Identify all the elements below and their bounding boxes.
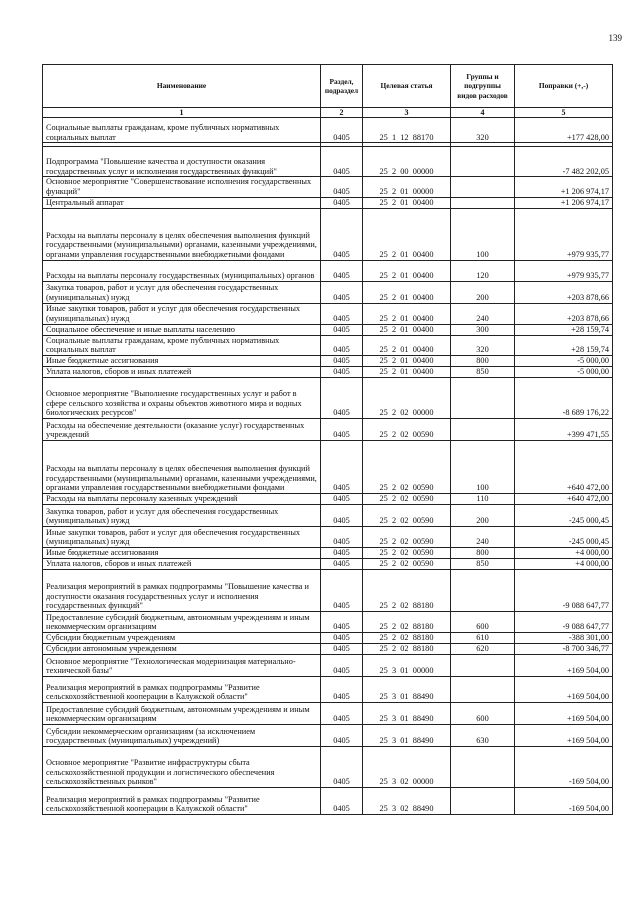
row-name-cell: Расходы на выплаты персоналу в целях обеспечения выполнения функций государственными (муниципальными) органами, казенными учреждениями, органами управления государственными внебюджетными фондами — [43, 441, 321, 494]
row-amount-cell: +203 878,66 — [515, 281, 613, 303]
row-name-cell: Уплата налогов, сборов и иных платежей — [43, 559, 321, 570]
table-row — [43, 527, 613, 548]
row-group-cell: 100 — [451, 208, 515, 260]
row-amount-cell: +1 206 974,17 — [515, 197, 613, 208]
row-section-cell: 0405 — [321, 703, 363, 725]
row-amount-cell: +28 159,74 — [515, 335, 613, 355]
row-section-cell: 0405 — [321, 612, 363, 633]
row-target-cell: 25 3 01 88490 — [363, 677, 451, 703]
header-groups: Группы и подгруппы видов расходов — [451, 65, 515, 108]
column-number: 2 — [321, 108, 363, 118]
row-group-cell — [451, 788, 515, 815]
row-group-cell: 800 — [451, 548, 515, 559]
row-group-cell: 620 — [451, 644, 515, 655]
row-group-cell: 320 — [451, 335, 515, 355]
row-target-cell: 25 2 00 00000 — [363, 147, 451, 177]
row-amount-cell: +979 935,77 — [515, 208, 613, 260]
row-amount-cell: -5 000,00 — [515, 356, 613, 367]
row-section-cell: 0405 — [321, 494, 363, 505]
row-amount-cell: -169 504,00 — [515, 747, 613, 788]
row-group-cell — [451, 197, 515, 208]
table-row — [43, 378, 613, 419]
row-group-cell: 120 — [451, 260, 515, 281]
row-amount-cell: -9 088 647,77 — [515, 570, 613, 612]
row-name-cell: Субсидии бюджетным учреждениям — [43, 633, 321, 644]
row-group-cell: 610 — [451, 633, 515, 644]
table-row — [43, 303, 613, 324]
row-name-cell: Предоставление субсидий бюджетным, автономным учреждениям и иным некоммерческим организациям — [43, 703, 321, 725]
row-section-cell: 0405 — [321, 527, 363, 548]
row-group-cell: 200 — [451, 505, 515, 527]
row-target-cell: 25 2 02 00590 — [363, 548, 451, 559]
row-amount-cell: +28 159,74 — [515, 324, 613, 335]
row-section-cell: 0405 — [321, 633, 363, 644]
table-row — [43, 208, 613, 260]
row-group-cell — [451, 147, 515, 177]
table-row — [43, 548, 613, 559]
row-amount-cell: +177 428,00 — [515, 118, 613, 143]
row-group-cell — [451, 747, 515, 788]
table-row — [43, 419, 613, 441]
row-name-cell: Расходы на выплаты персоналу государственных (муниципальных) органов — [43, 260, 321, 281]
row-group-cell: 240 — [451, 527, 515, 548]
row-name-cell: Расходы на выплаты персоналу казенных учреждений — [43, 494, 321, 505]
row-name-cell: Иные бюджетные ассигнования — [43, 356, 321, 367]
row-name-cell: Субсидии автономным учреждениям — [43, 644, 321, 655]
row-group-cell: 110 — [451, 494, 515, 505]
row-name-cell: Социальные выплаты гражданам, кроме публичных нормативных социальных выплат — [43, 335, 321, 355]
row-group-cell — [451, 419, 515, 441]
row-group-cell: 320 — [451, 118, 515, 143]
table-row — [43, 655, 613, 677]
row-amount-cell: +169 504,00 — [515, 655, 613, 677]
row-amount-cell: +169 504,00 — [515, 725, 613, 747]
table-row — [43, 441, 613, 494]
row-group-cell — [451, 378, 515, 419]
row-amount-cell: -8 700 346,77 — [515, 644, 613, 655]
row-section-cell: 0405 — [321, 335, 363, 355]
table-row — [43, 703, 613, 725]
row-target-cell: 25 2 02 88180 — [363, 612, 451, 633]
row-section-cell: 0405 — [321, 505, 363, 527]
column-number-row — [43, 108, 613, 118]
table-row — [43, 324, 613, 335]
row-section-cell: 0405 — [321, 788, 363, 815]
row-section-cell: 0405 — [321, 356, 363, 367]
row-group-cell: 200 — [451, 281, 515, 303]
table-row — [43, 725, 613, 747]
row-section-cell: 0405 — [321, 260, 363, 281]
row-name-cell: Основное мероприятие "Совершенствование исполнения государственных функций" — [43, 177, 321, 197]
row-name-cell: Основное мероприятие "Выполнение государственных услуг и работ в сфере сельского хозяйства и охраны объектов животного мира и водных биологических ресурсов" — [43, 378, 321, 419]
table-row — [43, 494, 613, 505]
row-section-cell: 0405 — [321, 378, 363, 419]
row-section-cell: 0405 — [321, 208, 363, 260]
row-section-cell: 0405 — [321, 725, 363, 747]
row-amount-cell: -245 000,45 — [515, 505, 613, 527]
row-amount-cell: -9 088 647,77 — [515, 612, 613, 633]
row-group-cell: 100 — [451, 441, 515, 494]
row-section-cell: 0405 — [321, 197, 363, 208]
table-row — [43, 788, 613, 815]
row-name-cell: Реализация мероприятий в рамках подпрограммы "Повышение качества и доступности оказания государственных услуг и исполнения государственных функций" — [43, 570, 321, 612]
row-name-cell: Расходы на выплаты персоналу в целях обеспечения выполнения функций государственными (муниципальными) органами, казенными учреждениями, органами управления государственными внебюджетными фондами — [43, 208, 321, 260]
row-name-cell: Подпрограмма "Повышение качества и доступности оказания государственных услуг и исполнения государственных функций" — [43, 147, 321, 177]
row-group-cell: 240 — [451, 303, 515, 324]
row-target-cell: 25 3 01 88490 — [363, 725, 451, 747]
row-target-cell: 25 2 01 00400 — [363, 303, 451, 324]
row-name-cell: Центральный аппарат — [43, 197, 321, 208]
row-amount-cell: -245 000,45 — [515, 527, 613, 548]
row-section-cell: 0405 — [321, 281, 363, 303]
table-body — [43, 118, 613, 815]
table-row — [43, 677, 613, 703]
row-target-cell: 25 3 01 00000 — [363, 655, 451, 677]
row-target-cell: 25 2 01 00400 — [363, 208, 451, 260]
row-target-cell: 25 1 12 88170 — [363, 118, 451, 143]
row-name-cell: Закупка товаров, работ и услуг для обеспечения государственных (муниципальных) нужд — [43, 281, 321, 303]
row-name-cell: Иные бюджетные ассигнования — [43, 548, 321, 559]
row-amount-cell: +979 935,77 — [515, 260, 613, 281]
row-target-cell: 25 2 01 00400 — [363, 260, 451, 281]
row-name-cell: Расходы на обеспечение деятельности (оказание услуг) государственных учреждений — [43, 419, 321, 441]
row-name-cell: Социальное обеспечение и иные выплаты населению — [43, 324, 321, 335]
table-row — [43, 147, 613, 177]
row-target-cell: 25 2 02 00590 — [363, 559, 451, 570]
row-name-cell: Иные закупки товаров, работ и услуг для обеспечения государственных (муниципальных) нужд — [43, 527, 321, 548]
row-target-cell: 25 3 01 88490 — [363, 703, 451, 725]
row-target-cell: 25 2 01 00000 — [363, 177, 451, 197]
row-target-cell: 25 2 01 00400 — [363, 367, 451, 378]
row-target-cell: 25 2 02 00590 — [363, 494, 451, 505]
table-row — [43, 644, 613, 655]
row-group-cell: 600 — [451, 703, 515, 725]
row-target-cell: 25 3 02 00000 — [363, 747, 451, 788]
row-target-cell: 25 3 02 88490 — [363, 788, 451, 815]
row-name-cell: Уплата налогов, сборов и иных платежей — [43, 367, 321, 378]
table-row — [43, 633, 613, 644]
row-section-cell: 0405 — [321, 570, 363, 612]
row-target-cell: 25 2 01 00400 — [363, 197, 451, 208]
row-section-cell: 0405 — [321, 419, 363, 441]
header-amendments: Поправки (+,-) — [515, 65, 613, 108]
row-section-cell: 0405 — [321, 548, 363, 559]
header-name: Наименование — [43, 65, 321, 108]
row-amount-cell: +169 504,00 — [515, 703, 613, 725]
row-name-cell: Предоставление субсидий бюджетным, автономным учреждениям и иным некоммерческим организациям — [43, 612, 321, 633]
row-section-cell: 0405 — [321, 644, 363, 655]
row-amount-cell: -388 301,00 — [515, 633, 613, 644]
row-group-cell: 850 — [451, 367, 515, 378]
row-target-cell: 25 2 02 88180 — [363, 644, 451, 655]
column-number: 1 — [43, 108, 321, 118]
table-row — [43, 335, 613, 355]
budget-amendments-table — [42, 64, 613, 815]
row-group-cell — [451, 570, 515, 612]
row-name-cell: Закупка товаров, работ и услуг для обеспечения государственных (муниципальных) нужд — [43, 505, 321, 527]
row-name-cell: Иные закупки товаров, работ и услуг для обеспечения государственных (муниципальных) нужд — [43, 303, 321, 324]
table-row — [43, 367, 613, 378]
row-section-cell: 0405 — [321, 147, 363, 177]
row-group-cell — [451, 177, 515, 197]
row-amount-cell: +4 000,00 — [515, 548, 613, 559]
row-target-cell: 25 2 02 88180 — [363, 633, 451, 644]
table-row — [43, 505, 613, 527]
row-group-cell: 850 — [451, 559, 515, 570]
row-group-cell: 300 — [451, 324, 515, 335]
row-name-cell: Социальные выплаты гражданам, кроме публичных нормативных социальных выплат — [43, 118, 321, 143]
row-name-cell: Реализация мероприятий в рамках подпрограммы "Развитие сельскохозяйственной кооперации в Калужской области" — [43, 788, 321, 815]
header-section: Раздел, подраздел — [321, 65, 363, 108]
row-amount-cell: +169 504,00 — [515, 677, 613, 703]
table-row — [43, 281, 613, 303]
row-section-cell: 0405 — [321, 303, 363, 324]
row-target-cell: 25 2 02 00590 — [363, 527, 451, 548]
row-amount-cell: +4 000,00 — [515, 559, 613, 570]
row-amount-cell: +640 472,00 — [515, 494, 613, 505]
row-name-cell: Основное мероприятие "Развитие инфраструктуры сбыта сельскохозяйственной продукции и логистического обеспечения сельскохозяйственных рынков" — [43, 747, 321, 788]
row-group-cell: 800 — [451, 356, 515, 367]
column-number: 3 — [363, 108, 451, 118]
row-amount-cell: -8 689 176,22 — [515, 378, 613, 419]
row-target-cell: 25 2 01 00400 — [363, 356, 451, 367]
row-name-cell: Реализация мероприятий в рамках подпрограммы "Развитие сельскохозяйственной кооперации в Калужской области" — [43, 677, 321, 703]
row-amount-cell: -7 482 202,05 — [515, 147, 613, 177]
table-row — [43, 612, 613, 633]
row-amount-cell: -169 504,00 — [515, 788, 613, 815]
row-target-cell: 25 2 02 00590 — [363, 441, 451, 494]
row-group-cell — [451, 655, 515, 677]
row-amount-cell: +640 472,00 — [515, 441, 613, 494]
row-target-cell: 25 2 02 00000 — [363, 378, 451, 419]
column-number: 4 — [451, 108, 515, 118]
table-row — [43, 177, 613, 197]
row-section-cell: 0405 — [321, 324, 363, 335]
table-row — [43, 570, 613, 612]
row-target-cell: 25 2 02 00590 — [363, 419, 451, 441]
page-number: 139 — [608, 33, 622, 43]
row-section-cell: 0405 — [321, 655, 363, 677]
table-row — [43, 118, 613, 143]
table-header-row — [43, 65, 613, 108]
row-group-cell — [451, 677, 515, 703]
table-row — [43, 356, 613, 367]
row-target-cell: 25 2 01 00400 — [363, 335, 451, 355]
table-row — [43, 559, 613, 570]
row-group-cell: 600 — [451, 612, 515, 633]
row-target-cell: 25 2 02 00590 — [363, 505, 451, 527]
row-section-cell: 0405 — [321, 559, 363, 570]
row-name-cell: Основное мероприятие "Технологическая модернизация материально-технической базы" — [43, 655, 321, 677]
row-target-cell: 25 2 01 00400 — [363, 281, 451, 303]
table-row — [43, 747, 613, 788]
row-section-cell: 0405 — [321, 677, 363, 703]
row-section-cell: 0405 — [321, 747, 363, 788]
row-amount-cell: +1 206 974,17 — [515, 177, 613, 197]
row-target-cell: 25 2 02 88180 — [363, 570, 451, 612]
row-name-cell: Субсидии некоммерческим организациям (за исключением государственных (муниципальных) учреждений) — [43, 725, 321, 747]
row-section-cell: 0405 — [321, 118, 363, 143]
table-row — [43, 260, 613, 281]
row-target-cell: 25 2 01 00400 — [363, 324, 451, 335]
row-section-cell: 0405 — [321, 177, 363, 197]
row-section-cell: 0405 — [321, 441, 363, 494]
row-amount-cell: -5 000,00 — [515, 367, 613, 378]
row-amount-cell: +203 878,66 — [515, 303, 613, 324]
column-number: 5 — [515, 108, 613, 118]
row-group-cell: 630 — [451, 725, 515, 747]
row-amount-cell: +399 471,55 — [515, 419, 613, 441]
header-target: Целевая статья — [363, 65, 451, 108]
table-row — [43, 197, 613, 208]
row-section-cell: 0405 — [321, 367, 363, 378]
